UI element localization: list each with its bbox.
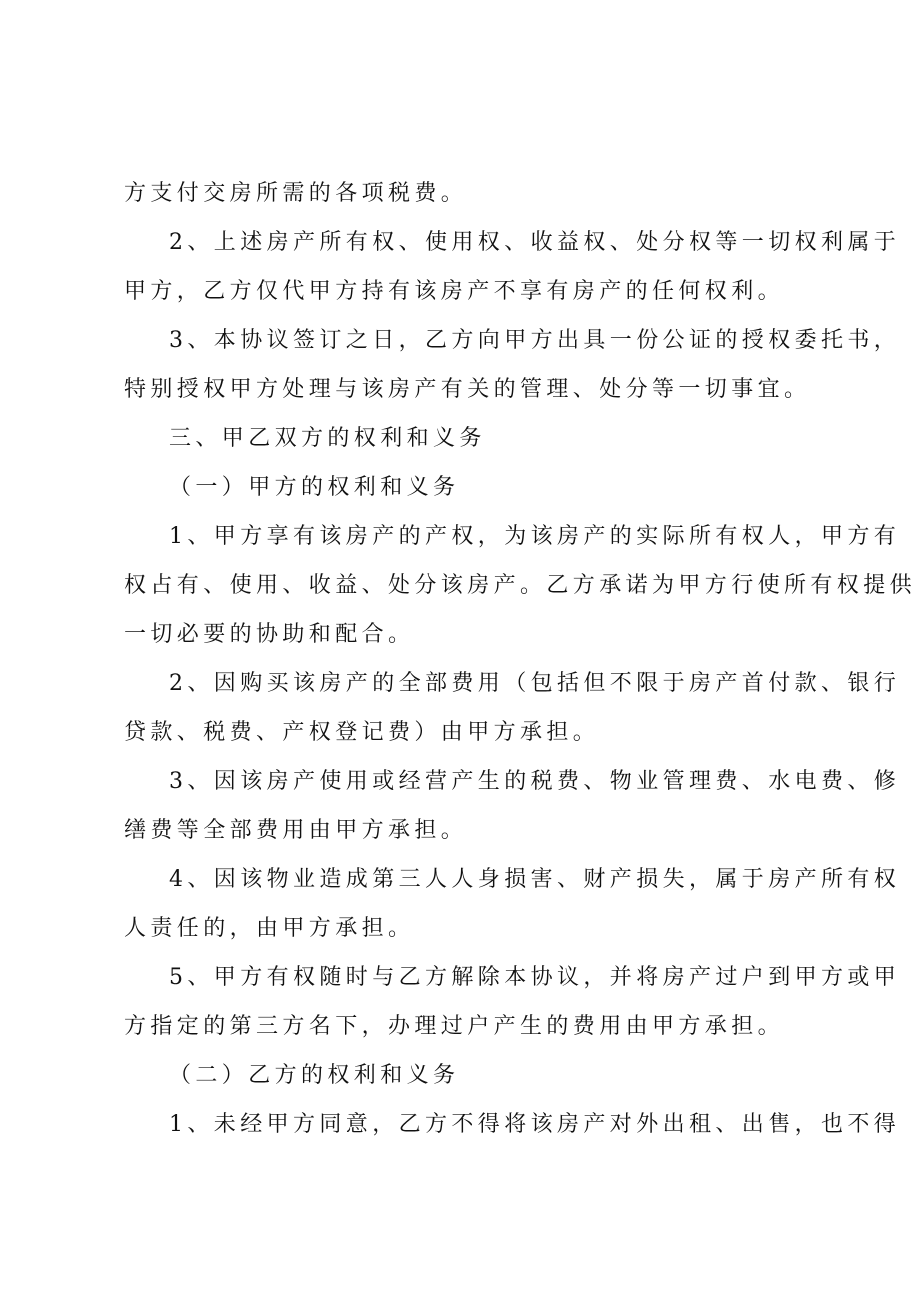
- text-line-12: 贷款、税费、产权登记费）由甲方承担。: [124, 720, 600, 745]
- subsection-heading-2: （二）乙方的权利和义务: [169, 1063, 460, 1088]
- text-line-2: 2、上述房产所有权、使用权、收益权、处分权等一切权利属于: [169, 230, 901, 255]
- text-line-4: 3、本协议签订之日，乙方向甲方出具一份公证的授权委托书，: [169, 328, 901, 353]
- text-line-18: 方指定的第三方名下，办理过户产生的费用由甲方承担。: [124, 1014, 785, 1039]
- text-line-14: 缮费等全部费用由甲方承担。: [124, 818, 468, 843]
- text-line-3: 甲方，乙方仅代甲方持有该房产不享有房产的任何权利。: [124, 279, 785, 304]
- subsection-heading-1: （一）甲方的权利和义务: [169, 475, 460, 500]
- text-line-8: 1、甲方享有该房产的产权，为该房产的实际所有权人，甲方有: [169, 524, 901, 549]
- section-heading-3: 三、甲乙双方的权利和义务: [169, 426, 486, 451]
- text-line-16: 人责任的，由甲方承担。: [124, 916, 415, 941]
- text-line-11: 2、因购买该房产的全部费用（包括但不限于房产首付款、银行: [169, 671, 901, 696]
- text-line-20: 1、未经甲方同意，乙方不得将该房产对外出租、出售，也不得: [169, 1112, 901, 1137]
- text-line-1: 方支付交房所需的各项税费。: [124, 181, 468, 206]
- text-line-15: 4、因该物业造成第三人人身损害、财产损失，属于房产所有权: [169, 867, 901, 892]
- text-line-10: 一切必要的协助和配合。: [124, 622, 415, 647]
- text-line-9: 权占有、使用、收益、处分该房产。乙方承诺为甲方行使所有权提供: [124, 573, 917, 598]
- text-line-17: 5、甲方有权随时与乙方解除本协议，并将房产过户到甲方或甲: [169, 965, 901, 990]
- text-line-5: 特别授权甲方处理与该房产有关的管理、处分等一切事宜。: [124, 377, 811, 402]
- text-line-13: 3、因该房产使用或经营产生的税费、物业管理费、水电费、修: [169, 769, 901, 794]
